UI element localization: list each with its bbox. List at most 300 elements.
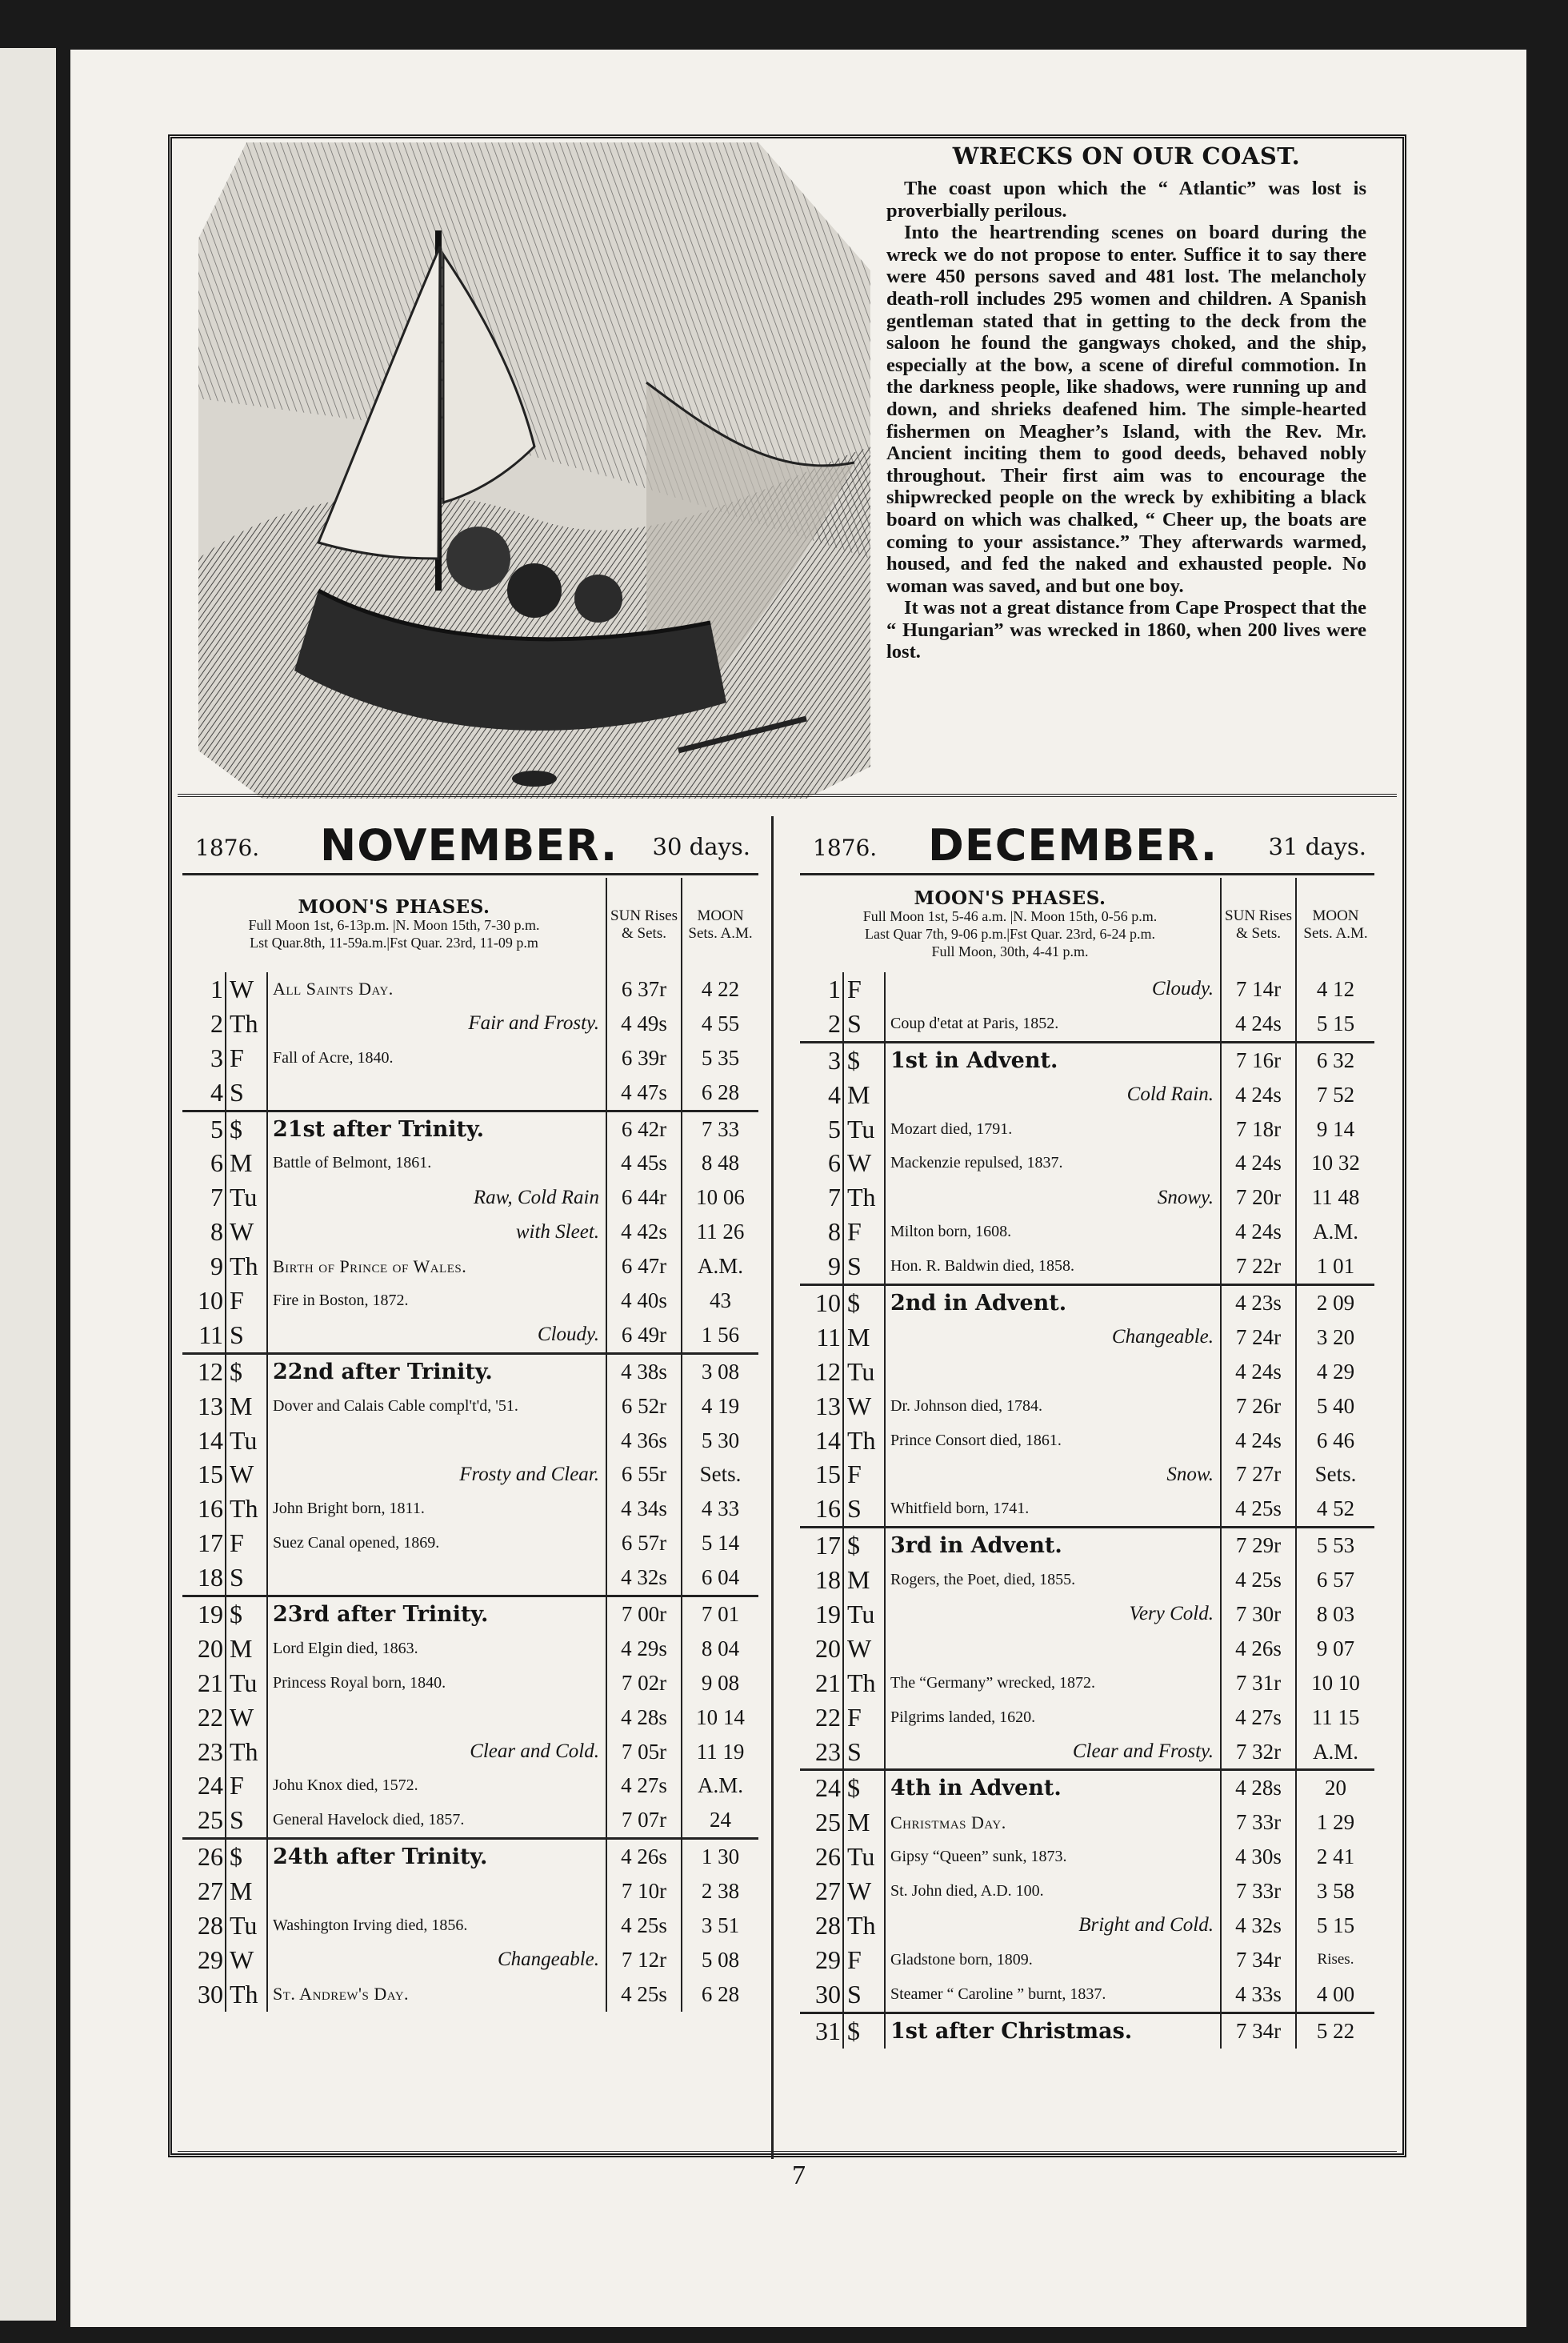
sun-time: 4 24s bbox=[1221, 1078, 1296, 1112]
weekday: $ bbox=[843, 1285, 885, 1320]
moon-time: 5 15 bbox=[1296, 1908, 1374, 1943]
weekday: M bbox=[843, 1078, 885, 1112]
sun-time: 4 24s bbox=[1221, 1146, 1296, 1180]
weekday: F bbox=[843, 1215, 885, 1249]
month-name: NOVEMBER. bbox=[320, 820, 618, 871]
calendar-row bbox=[182, 1215, 758, 1249]
sun-time: 6 47r bbox=[606, 1249, 682, 1284]
calendar-row bbox=[800, 1320, 1374, 1355]
calendar-row bbox=[182, 1803, 758, 1838]
calendar-row bbox=[182, 1768, 758, 1803]
day-number: 20 bbox=[800, 1632, 843, 1666]
sun-column-header: SUN Rises & Sets. bbox=[606, 878, 682, 972]
moon-time: 3 08 bbox=[682, 1353, 758, 1388]
moon-time: 10 32 bbox=[1296, 1146, 1374, 1180]
sun-time: 7 33r bbox=[1221, 1805, 1296, 1840]
event-text: Mackenzie repulsed, 1837. bbox=[890, 1154, 1063, 1172]
moon-time: 6 28 bbox=[682, 1075, 758, 1111]
weekday: Tu bbox=[843, 1112, 885, 1147]
moon-time: 8 03 bbox=[1296, 1597, 1374, 1632]
event-text: Steamer “ Caroline ” burnt, 1837. bbox=[890, 1985, 1106, 2003]
event-text: Suez Canal opened, 1869. bbox=[273, 1534, 440, 1552]
day-number: 6 bbox=[800, 1146, 843, 1180]
calendar-row bbox=[182, 1249, 758, 1284]
sun-time: 4 32s bbox=[606, 1560, 682, 1596]
weekday: W bbox=[226, 972, 267, 1007]
weekday: Tu bbox=[226, 1666, 267, 1700]
bottom-rule bbox=[178, 2151, 1397, 2154]
calendar-row bbox=[800, 1943, 1374, 1977]
event-text: Gladstone born, 1809. bbox=[890, 1950, 1033, 1969]
article-wrecks-on-our-coast bbox=[886, 142, 1366, 663]
calendar-row bbox=[182, 1180, 758, 1215]
calendar-row bbox=[800, 1492, 1374, 1527]
weekday: F bbox=[843, 972, 885, 1007]
event-text: John Bright born, 1811. bbox=[273, 1500, 425, 1518]
day-number: 11 bbox=[800, 1320, 843, 1355]
sun-time: 7 32r bbox=[1221, 1735, 1296, 1770]
event-text: Clear and Cold. bbox=[470, 1740, 600, 1763]
calendar-row bbox=[182, 1700, 758, 1735]
moon-time: 5 40 bbox=[1296, 1389, 1374, 1424]
sun-time: 7 10r bbox=[606, 1874, 682, 1908]
event-text: The “Germany” wrecked, 1872. bbox=[890, 1673, 1095, 1692]
moon-time: 7 01 bbox=[682, 1596, 758, 1632]
weekday: S bbox=[226, 1560, 267, 1596]
weekday: M bbox=[226, 1146, 267, 1180]
weekday: W bbox=[843, 1632, 885, 1666]
moon-phases-heading: MOON'S PHASES. bbox=[298, 896, 490, 918]
moon-time: 5 22 bbox=[1296, 2013, 1374, 2048]
sun-time: 4 23s bbox=[1221, 1285, 1296, 1320]
event-text: Dr. Johnson died, 1784. bbox=[890, 1396, 1042, 1415]
calendar-row bbox=[800, 1146, 1374, 1180]
moon-time: 4 55 bbox=[682, 1007, 758, 1041]
moon-time: 10 14 bbox=[682, 1700, 758, 1735]
calendar-row bbox=[182, 1908, 758, 1943]
sun-time: 4 42s bbox=[606, 1215, 682, 1249]
day-number: 20 bbox=[182, 1632, 226, 1666]
weekday: $ bbox=[843, 1770, 885, 1805]
day-number: 5 bbox=[182, 1111, 226, 1146]
event-text: Clear and Frosty. bbox=[1072, 1740, 1214, 1763]
calendar-row bbox=[800, 1874, 1374, 1908]
calendar-row bbox=[800, 1215, 1374, 1249]
weekday: Tu bbox=[226, 1424, 267, 1458]
moon-time: 3 20 bbox=[1296, 1320, 1374, 1355]
sun-time: 7 29r bbox=[1221, 1528, 1296, 1563]
day-number: 9 bbox=[182, 1249, 226, 1284]
calendar-row bbox=[182, 1457, 758, 1492]
event-text: Very Cold. bbox=[1129, 1603, 1214, 1625]
weekday: M bbox=[226, 1389, 267, 1424]
event-text: 23rd after Trinity. bbox=[267, 1596, 606, 1632]
event-text: Johu Knox died, 1572. bbox=[273, 1776, 418, 1795]
weekday: W bbox=[843, 1146, 885, 1180]
day-number: 19 bbox=[182, 1596, 226, 1632]
event-text: Changeable. bbox=[497, 1948, 600, 1971]
month-name: DECEMBER. bbox=[928, 820, 1218, 871]
day-number: 2 bbox=[182, 1007, 226, 1041]
sun-time: 4 49s bbox=[606, 1007, 682, 1041]
moon-time: 6 32 bbox=[1296, 1042, 1374, 1077]
november-table bbox=[182, 878, 758, 2012]
weekday: Th bbox=[843, 1908, 885, 1943]
event-text bbox=[267, 1424, 606, 1458]
day-number: 14 bbox=[800, 1424, 843, 1458]
weekday: $ bbox=[226, 1353, 267, 1388]
moon-time: 11 48 bbox=[1296, 1180, 1374, 1215]
calendar-row bbox=[800, 1389, 1374, 1424]
weekday: S bbox=[843, 1007, 885, 1042]
moon-time: 10 06 bbox=[682, 1180, 758, 1215]
sun-time: 7 30r bbox=[1221, 1597, 1296, 1632]
day-number: 5 bbox=[800, 1112, 843, 1147]
sun-time: 4 26s bbox=[606, 1839, 682, 1874]
moon-time: 10 10 bbox=[1296, 1666, 1374, 1700]
day-number: 8 bbox=[800, 1215, 843, 1249]
section-divider bbox=[178, 794, 1397, 797]
day-number: 1 bbox=[800, 972, 843, 1007]
month-divider bbox=[771, 816, 774, 2159]
moon-time: 7 33 bbox=[682, 1111, 758, 1146]
sun-time: 4 25s bbox=[1221, 1492, 1296, 1527]
sun-time: 4 27s bbox=[606, 1768, 682, 1803]
calendar-row bbox=[182, 1284, 758, 1318]
sun-time: 7 20r bbox=[1221, 1180, 1296, 1215]
event-text: 2nd in Advent. bbox=[885, 1285, 1221, 1320]
day-number: 18 bbox=[800, 1563, 843, 1597]
month-header bbox=[800, 804, 1374, 878]
weekday: S bbox=[843, 1492, 885, 1527]
day-number: 16 bbox=[800, 1492, 843, 1527]
event-text: 3rd in Advent. bbox=[885, 1528, 1221, 1563]
calendar-row bbox=[182, 1735, 758, 1769]
day-number: 13 bbox=[182, 1389, 226, 1424]
weekday: S bbox=[843, 1977, 885, 2013]
event-text: Cloudy. bbox=[1151, 978, 1214, 1000]
moon-time: 6 28 bbox=[682, 1977, 758, 2012]
calendar-row bbox=[800, 1770, 1374, 1805]
event-text: All Saints Day. bbox=[273, 979, 394, 999]
day-number: 22 bbox=[800, 1700, 843, 1735]
event-text: Mozart died, 1791. bbox=[890, 1119, 1013, 1138]
sun-time: 4 24s bbox=[1221, 1215, 1296, 1249]
event-text: Prince Consort died, 1861. bbox=[890, 1431, 1062, 1449]
moon-time: 2 38 bbox=[682, 1874, 758, 1908]
weekday: M bbox=[226, 1632, 267, 1666]
day-number: 26 bbox=[182, 1839, 226, 1874]
day-number: 3 bbox=[800, 1042, 843, 1077]
sun-time: 6 49r bbox=[606, 1318, 682, 1353]
calendar-row bbox=[182, 1007, 758, 1041]
day-number: 26 bbox=[800, 1840, 843, 1874]
calendar-row bbox=[800, 1112, 1374, 1147]
day-number: 27 bbox=[800, 1874, 843, 1908]
weekday: Tu bbox=[843, 1355, 885, 1389]
moon-time: 4 12 bbox=[1296, 972, 1374, 1007]
event-text: St. John died, A.D. 100. bbox=[890, 1882, 1044, 1900]
event-text bbox=[885, 1355, 1221, 1389]
day-number: 4 bbox=[182, 1075, 226, 1111]
sun-time: 6 52r bbox=[606, 1389, 682, 1424]
event-text bbox=[267, 1075, 606, 1111]
calendar-row bbox=[800, 1977, 1374, 2013]
moon-time: 1 29 bbox=[1296, 1805, 1374, 1840]
moon-time: 5 35 bbox=[682, 1041, 758, 1075]
sun-time: 4 25s bbox=[606, 1977, 682, 2012]
event-text: Dover and Calais Cable compl't'd, '51. bbox=[273, 1396, 518, 1415]
moon-time: 9 07 bbox=[1296, 1632, 1374, 1666]
day-number: 8 bbox=[182, 1215, 226, 1249]
event-text: Cold Rain. bbox=[1126, 1083, 1214, 1106]
calendar-row bbox=[800, 1249, 1374, 1284]
event-text: Raw, Cold Rain bbox=[473, 1186, 600, 1208]
calendar-row bbox=[800, 1563, 1374, 1597]
day-number: 3 bbox=[182, 1041, 226, 1075]
moon-column-header: MOON Sets. A.M. bbox=[682, 878, 758, 972]
day-number: 16 bbox=[182, 1492, 226, 1526]
sun-time: 4 32s bbox=[1221, 1908, 1296, 1943]
article-paragraph: The coast upon which the “ Atlantic” was lost is proverbially perilous. bbox=[886, 178, 1366, 222]
day-number: 17 bbox=[800, 1528, 843, 1563]
moon-time: Sets. bbox=[682, 1457, 758, 1492]
event-text: Coup d'etat at Paris, 1852. bbox=[890, 1014, 1059, 1032]
event-text: Cloudy. bbox=[537, 1324, 600, 1346]
event-text: Washington Irving died, 1856. bbox=[273, 1916, 468, 1934]
event-text: Fire in Boston, 1872. bbox=[273, 1291, 409, 1309]
event-text: 4th in Advent. bbox=[885, 1770, 1221, 1805]
calendar-row bbox=[182, 1526, 758, 1560]
day-number: 19 bbox=[800, 1597, 843, 1632]
moon-time: A.M. bbox=[1296, 1735, 1374, 1770]
moon-time: 3 58 bbox=[1296, 1874, 1374, 1908]
day-number: 23 bbox=[182, 1735, 226, 1769]
calendar-row bbox=[182, 972, 758, 1007]
day-number: 4 bbox=[800, 1078, 843, 1112]
event-text: Frosty and Clear. bbox=[459, 1463, 600, 1485]
shipwreck-engraving-image bbox=[198, 142, 870, 799]
weekday: W bbox=[226, 1943, 267, 1977]
moon-time: 4 22 bbox=[682, 972, 758, 1007]
calendar-row bbox=[800, 1666, 1374, 1700]
moon-time: 4 33 bbox=[682, 1492, 758, 1526]
event-text: Pilgrims landed, 1620. bbox=[890, 1708, 1036, 1726]
day-number: 17 bbox=[182, 1526, 226, 1560]
event-text: Whitfield born, 1741. bbox=[890, 1500, 1030, 1518]
weekday: $ bbox=[843, 1528, 885, 1563]
weekday: F bbox=[226, 1768, 267, 1803]
weekday: F bbox=[843, 1700, 885, 1735]
sun-time: 7 34r bbox=[1221, 1943, 1296, 1977]
weekday: W bbox=[226, 1215, 267, 1249]
weekday: Th bbox=[226, 1977, 267, 2012]
event-text: Snow. bbox=[1166, 1463, 1214, 1485]
day-number: 1 bbox=[182, 972, 226, 1007]
moon-time: Rises. bbox=[1296, 1943, 1374, 1977]
weekday: Th bbox=[226, 1492, 267, 1526]
event-text: St. Andrew's Day. bbox=[273, 1984, 410, 2005]
event-text: General Havelock died, 1857. bbox=[273, 1811, 465, 1829]
sun-column-header: SUN Rises & Sets. bbox=[1221, 878, 1296, 972]
weekday: $ bbox=[843, 2013, 885, 2048]
weekday: Th bbox=[226, 1735, 267, 1769]
calendar-row bbox=[182, 1632, 758, 1666]
moon-phase-line: Full Moon, 30th, 4-41 p.m. bbox=[931, 943, 1089, 959]
calendar-row bbox=[182, 1041, 758, 1075]
sun-time: 4 25s bbox=[606, 1908, 682, 1943]
event-text: Hon. R. Baldwin died, 1858. bbox=[890, 1257, 1074, 1276]
sun-time: 7 05r bbox=[606, 1735, 682, 1769]
weekday: Th bbox=[226, 1249, 267, 1284]
day-number: 18 bbox=[182, 1560, 226, 1596]
moon-time: 11 15 bbox=[1296, 1700, 1374, 1735]
moon-phase-line: Full Moon 1st, 6-13p.m. |N. Moon 15th, 7-30 p.m. bbox=[248, 917, 540, 933]
event-text: Fair and Frosty. bbox=[468, 1012, 600, 1035]
event-text: Snowy. bbox=[1157, 1186, 1214, 1208]
event-text bbox=[267, 1700, 606, 1735]
moon-time: 9 14 bbox=[1296, 1112, 1374, 1147]
sun-time: 4 40s bbox=[606, 1284, 682, 1318]
moon-time: 4 52 bbox=[1296, 1492, 1374, 1527]
sun-time: 4 47s bbox=[606, 1075, 682, 1111]
day-number: 23 bbox=[800, 1735, 843, 1770]
sun-time: 7 22r bbox=[1221, 1249, 1296, 1284]
adjacent-page-edge bbox=[0, 48, 56, 2321]
moon-time: 2 09 bbox=[1296, 1285, 1374, 1320]
day-number: 10 bbox=[800, 1285, 843, 1320]
day-number: 7 bbox=[182, 1180, 226, 1215]
day-number: 29 bbox=[800, 1943, 843, 1977]
event-text: Milton born, 1608. bbox=[890, 1223, 1012, 1241]
weekday: Th bbox=[226, 1007, 267, 1041]
weekday: Tu bbox=[843, 1597, 885, 1632]
weekday: S bbox=[843, 1249, 885, 1284]
sun-time: 7 12r bbox=[606, 1943, 682, 1977]
weekday: Th bbox=[843, 1180, 885, 1215]
moon-phases-heading: MOON'S PHASES. bbox=[914, 887, 1106, 909]
sun-time: 4 28s bbox=[1221, 1770, 1296, 1805]
day-number: 13 bbox=[800, 1389, 843, 1424]
month-header bbox=[182, 804, 758, 878]
event-text bbox=[267, 1560, 606, 1596]
weekday: F bbox=[226, 1041, 267, 1075]
event-text: Princess Royal born, 1840. bbox=[273, 1673, 446, 1692]
day-number: 28 bbox=[182, 1908, 226, 1943]
sun-time: 4 26s bbox=[1221, 1632, 1296, 1666]
calendar-row bbox=[800, 1700, 1374, 1735]
day-number: 9 bbox=[800, 1249, 843, 1284]
moon-time: 5 14 bbox=[682, 1526, 758, 1560]
weekday: W bbox=[843, 1874, 885, 1908]
weekday: $ bbox=[226, 1111, 267, 1146]
moon-phases bbox=[182, 878, 606, 972]
moon-time: 5 08 bbox=[682, 1943, 758, 1977]
weekday: S bbox=[226, 1075, 267, 1111]
day-number: 12 bbox=[800, 1355, 843, 1389]
day-number: 29 bbox=[182, 1943, 226, 1977]
event-text: Christmas Day. bbox=[890, 1812, 1006, 1832]
calendar-row bbox=[182, 1596, 758, 1632]
event-text: Fall of Acre, 1840. bbox=[273, 1048, 394, 1067]
calendar-row bbox=[800, 972, 1374, 1007]
calendar-row bbox=[182, 1560, 758, 1596]
sun-time: 7 07r bbox=[606, 1803, 682, 1838]
moon-phase-line: Last Quar 7th, 9-06 p.m.|Fst Quar. 23rd, 6-24 p.m. bbox=[864, 926, 1156, 942]
moon-time: 4 19 bbox=[682, 1389, 758, 1424]
moon-phases bbox=[800, 878, 1221, 972]
moon-time: Sets. bbox=[1296, 1457, 1374, 1492]
event-text: Changeable. bbox=[1111, 1326, 1214, 1348]
sun-time: 6 37r bbox=[606, 972, 682, 1007]
sun-time: 4 38s bbox=[606, 1353, 682, 1388]
calendar-row bbox=[800, 1597, 1374, 1632]
sun-time: 4 28s bbox=[606, 1700, 682, 1735]
moon-time: 1 30 bbox=[682, 1839, 758, 1874]
month-year: 1876. bbox=[813, 835, 878, 861]
sun-time: 4 24s bbox=[1221, 1007, 1296, 1042]
event-text: Bright and Cold. bbox=[1078, 1914, 1214, 1936]
moon-time: 8 48 bbox=[682, 1146, 758, 1180]
day-number: 2 bbox=[800, 1007, 843, 1042]
day-number: 25 bbox=[182, 1803, 226, 1838]
calendar-row bbox=[182, 1839, 758, 1874]
event-text: with Sleet. bbox=[515, 1220, 600, 1243]
weekday: Tu bbox=[843, 1840, 885, 1874]
weekday: W bbox=[226, 1457, 267, 1492]
day-number: 28 bbox=[800, 1908, 843, 1943]
day-number: 6 bbox=[182, 1146, 226, 1180]
moon-time: 11 26 bbox=[682, 1215, 758, 1249]
weekday: W bbox=[843, 1389, 885, 1424]
day-number: 31 bbox=[800, 2013, 843, 2048]
event-text: 1st after Christmas. bbox=[885, 2013, 1221, 2048]
weekday: Th bbox=[843, 1424, 885, 1458]
calendar-row bbox=[182, 1943, 758, 1977]
sun-time: 4 45s bbox=[606, 1146, 682, 1180]
calendar-row bbox=[800, 2013, 1374, 2048]
day-number: 24 bbox=[182, 1768, 226, 1803]
event-text: 1st in Advent. bbox=[885, 1042, 1221, 1077]
calendar-row bbox=[182, 1111, 758, 1146]
calendar-row bbox=[182, 1146, 758, 1180]
calendar-row bbox=[182, 1318, 758, 1353]
day-number: 30 bbox=[182, 1977, 226, 2012]
day-number: 12 bbox=[182, 1353, 226, 1388]
calendar-row bbox=[800, 1285, 1374, 1320]
sun-time: 4 27s bbox=[1221, 1700, 1296, 1735]
sun-time: 7 18r bbox=[1221, 1112, 1296, 1147]
moon-phase-line: Full Moon 1st, 5-46 a.m. |N. Moon 15th, 0-56 p.m. bbox=[862, 908, 1158, 924]
event-text: Gipsy “Queen” sunk, 1873. bbox=[890, 1848, 1067, 1866]
sun-time: 7 00r bbox=[606, 1596, 682, 1632]
moon-time: 9 08 bbox=[682, 1666, 758, 1700]
calendar-row bbox=[800, 1457, 1374, 1492]
calendar-row bbox=[182, 1075, 758, 1111]
month-day-count: 31 days. bbox=[1268, 833, 1366, 860]
sun-time: 4 24s bbox=[1221, 1424, 1296, 1458]
day-number: 25 bbox=[800, 1805, 843, 1840]
moon-time: 11 19 bbox=[682, 1735, 758, 1769]
moon-time: 2 41 bbox=[1296, 1840, 1374, 1874]
moon-time: 43 bbox=[682, 1284, 758, 1318]
calendar-row bbox=[800, 1528, 1374, 1563]
weekday: M bbox=[226, 1874, 267, 1908]
month-day-count: 30 days. bbox=[652, 833, 750, 860]
sun-time: 7 31r bbox=[1221, 1666, 1296, 1700]
sun-time: 4 33s bbox=[1221, 1977, 1296, 2013]
sun-time: 7 33r bbox=[1221, 1874, 1296, 1908]
